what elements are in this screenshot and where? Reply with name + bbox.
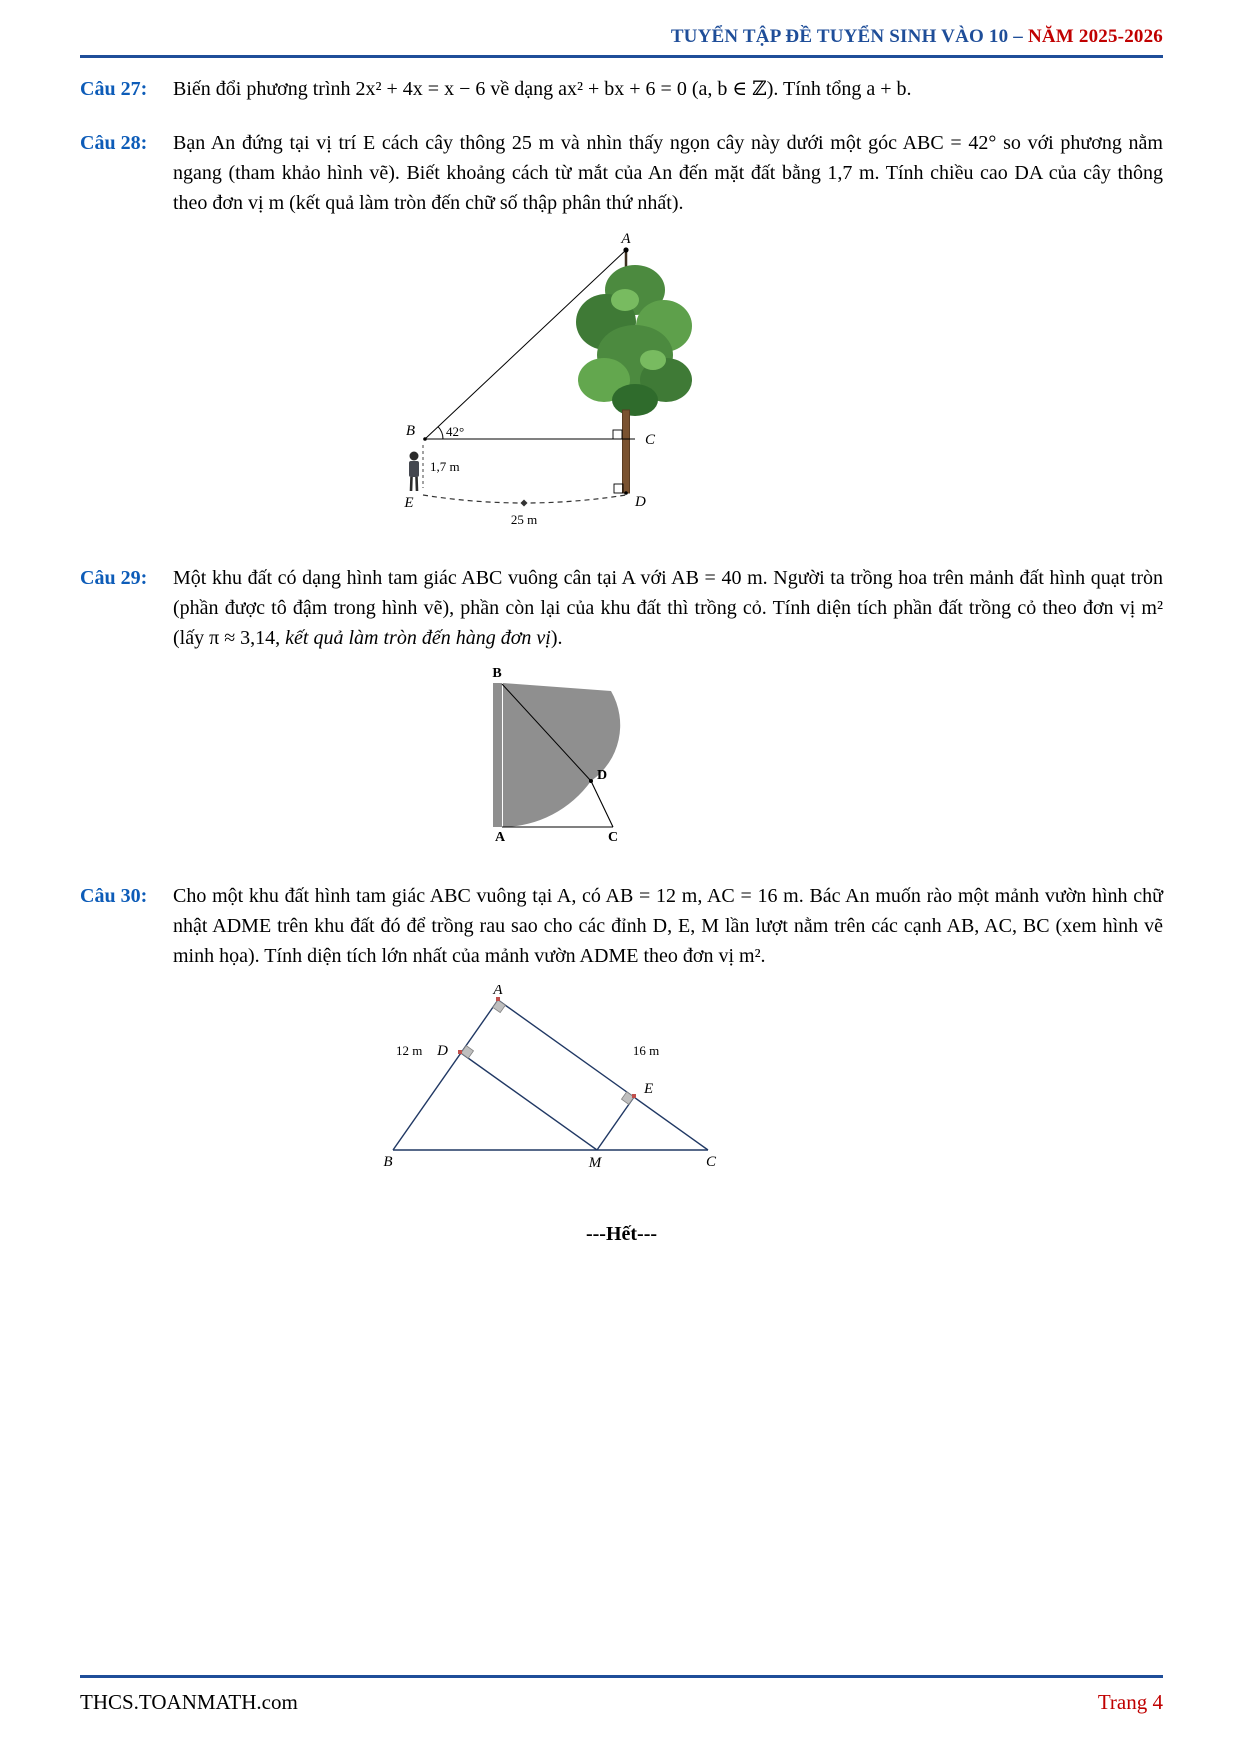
garden-ab-length: 12 m — [396, 1043, 423, 1058]
question-29-text-end: ). — [550, 627, 563, 649]
question-29-body — [173, 563, 1163, 857]
page-footer — [80, 1675, 1163, 1715]
tree-trunk — [623, 410, 630, 493]
line-em — [597, 1097, 634, 1150]
end-marker: ---Hết--- — [585, 1223, 658, 1245]
garden-ac-length: 16 m — [632, 1043, 660, 1058]
tree-distance-label: 25 m — [510, 512, 538, 527]
question-27 — [80, 74, 1163, 104]
page-header — [80, 26, 1163, 55]
point-a-dot — [623, 247, 628, 252]
curve-mid-marker — [520, 499, 527, 506]
corner-mark-d — [458, 1050, 462, 1054]
sector-label-a: A — [494, 830, 506, 845]
line-dm — [461, 1053, 597, 1150]
question-30 — [80, 881, 1163, 1199]
question-28 — [80, 128, 1163, 539]
garden-figure — [378, 985, 738, 1199]
garden-label-d: D — [437, 1043, 448, 1059]
sector-label-c: C — [607, 830, 619, 845]
right-angle-mark-a — [493, 1000, 506, 1013]
line-cd — [591, 781, 613, 827]
person-icon — [409, 452, 419, 492]
line-ac — [498, 1000, 708, 1150]
tree-foliage — [576, 265, 692, 416]
garden-label-c: C — [705, 1154, 717, 1170]
question-29 — [80, 563, 1163, 857]
point-d-dot — [624, 491, 628, 495]
right-angle-mark-d — [614, 484, 623, 493]
sector-label-b: B — [492, 666, 502, 681]
tree-figure-svg — [373, 230, 733, 530]
garden-label-m: M — [588, 1155, 602, 1171]
question-28-label: Câu 28: — [80, 132, 148, 154]
sector-figure — [473, 663, 673, 857]
question-29-label: Câu 29: — [80, 567, 148, 589]
garden-label-b: B — [383, 1154, 393, 1170]
right-angle-mark-e — [622, 1092, 635, 1105]
question-30-body — [173, 881, 1163, 1199]
question-28-body — [173, 128, 1163, 539]
question-27-body: Biến đổi phương trình 2x² + 4x = x − 6 về dạng ax² + bx + 6 = 0 (a, b ∈ ℤ). Tính tổng a + b. — [173, 78, 912, 100]
question-28-text: Bạn An đứng tại vị trí E cách cây thông 25 m và nhìn thấy ngọn cây này dưới một góc ABC = 42° so với phương nằm ngang (tham khảo hình vẽ). Biết khoảng cách từ mắt của An đến mặt đất bằng 1,7 m. Tính chiều cao DA của cây thông theo đơn vị m (kết quả làm tròn đến chữ số thập phân thứ nhất). — [173, 132, 1163, 214]
shaded-strip-ab — [493, 683, 502, 827]
garden-label-a: A — [493, 985, 503, 998]
question-27-label: Câu 27: — [80, 78, 148, 100]
point-b-dot — [423, 437, 427, 441]
tree-label-d: D — [635, 494, 646, 510]
header-rule — [80, 55, 1163, 58]
footer-site: THCS.TOANMATH.com — [80, 1690, 298, 1714]
right-angle-mark-c — [613, 430, 622, 439]
garden-figure-svg — [378, 985, 738, 1190]
question-30-label: Câu 30: — [80, 885, 148, 907]
sector-label-d: D — [597, 768, 608, 783]
right-angle-mark-d — [461, 1046, 474, 1059]
angle-arc-b — [438, 427, 443, 439]
tree-eye-height-label: 1,7 m — [430, 459, 460, 474]
question-30-text: Cho một khu đất hình tam giác ABC vuông tại A, có AB = 12 m, AC = 16 m. Bác An muốn rào một mảnh vườn hình chữ nhật ADME trên khu đất đó để trồng rau sao cho các đỉnh D, E, M lần lượt nằm trên các cạnh AB, AC, BC (xem hình vẽ minh họa). Tính diện tích lớn nhất của mảnh vườn ADME theo đơn vị m². — [173, 885, 1163, 967]
corner-mark-e — [632, 1094, 636, 1098]
header-title: TUYỂN TẬP ĐỀ TUYỂN SINH VÀO 10 – — [670, 26, 1028, 47]
point-d-dot — [589, 779, 593, 783]
sector-figure-svg — [473, 663, 673, 848]
footer-page-number: Trang 4 — [1097, 1690, 1163, 1714]
tree-figure — [373, 230, 733, 539]
line-ab — [393, 1000, 498, 1150]
tree-label-b: B — [405, 423, 415, 439]
tree-label-c: C — [645, 432, 656, 448]
tree-label-e: E — [404, 495, 414, 511]
garden-label-e: E — [644, 1081, 654, 1097]
question-29-text: Một khu đất có dạng hình tam giác ABC vuông cân tại A với AB = 40 m. Người ta trồng hoa trên mảnh đất hình quạt tròn (phần được tô đậm trong hình vẽ), phần còn lại của khu đất thì trồng cỏ. Tính diện tích phần đất trồng cỏ theo đơn vị m² (lấy π ≈ 3,14, — [173, 567, 1163, 649]
tree-angle-label: 42° — [446, 424, 465, 439]
header-year: NĂM 2025-2026 — [1027, 26, 1163, 47]
tree-label-a: A — [621, 231, 631, 247]
question-29-text-italic: kết quả làm tròn đến hàng đơn vị — [285, 627, 551, 649]
